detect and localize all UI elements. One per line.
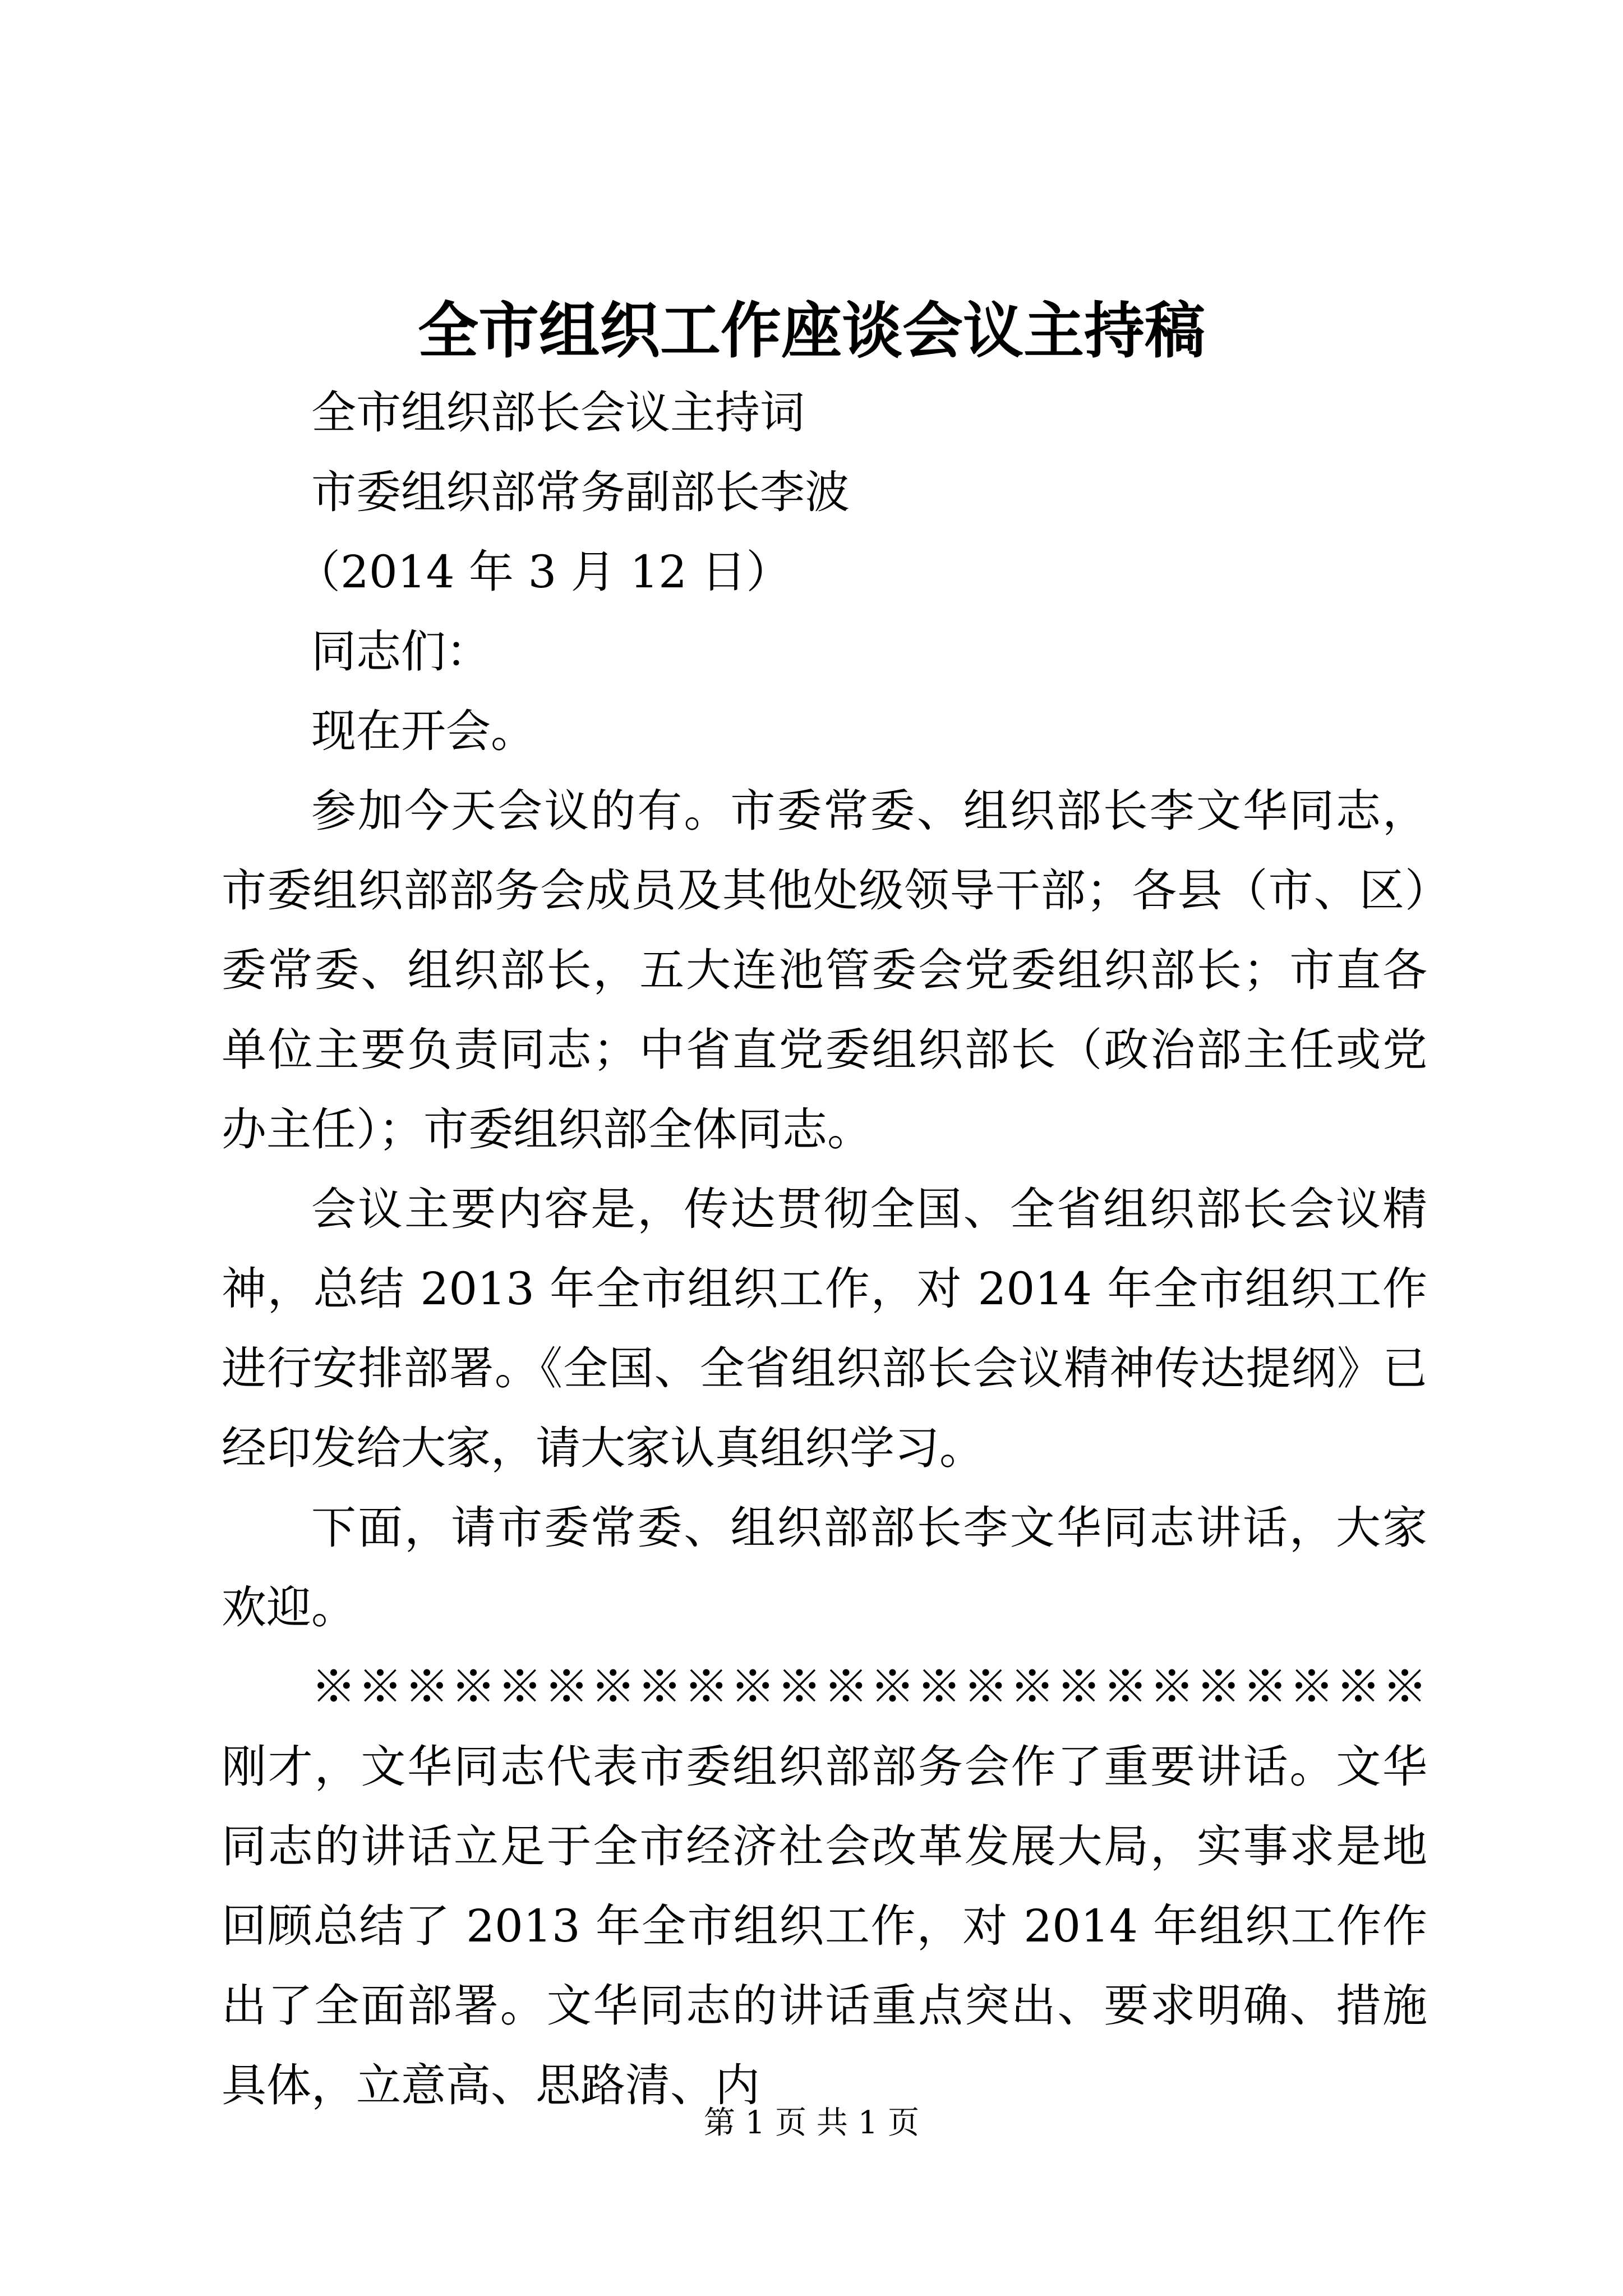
page-footer: 第 1 页 共 1 页 bbox=[703, 2105, 920, 2141]
paragraph-date: （2014 年 3 月 12 日） bbox=[296, 546, 791, 598]
paragraph-invitation: 下面，请市委常委、组织部部长李文华同志讲话，大家欢迎。 bbox=[222, 1502, 1427, 1634]
paragraph-attendees: 参加今天会议的有。市委常委、组织部长李文华同志，市委组织部部务会成员及其他处级领导干部；各县（市、区）委常委、组织部长，五大连池管委会党委组织部长；市直各单位主要负责同志；中省直党委组织部长（政治部主任或党办主任）；市委组织部全体同志。 bbox=[222, 785, 1427, 1156]
paragraph-agenda: 会议主要内容是，传达贯彻全国、全省组织部长会议精神，总结 2013 年全市组织工作，对 2014 年全市组织工作进行安排部署。《全国、全省组织部长会议精神传达提纲》已经印发给大家，请大家认真组织学习。 bbox=[222, 1183, 1427, 1474]
paragraph-heading: 全市组织部长会议主持词 bbox=[311, 386, 805, 439]
paragraph-opening: 现在开会。 bbox=[311, 705, 536, 757]
paragraph-salutation: 同志们： bbox=[311, 625, 491, 678]
paragraph-speaker: 市委组织部常务副部长李波 bbox=[311, 466, 850, 518]
document-title: 全市组织工作座谈会议主持稿 bbox=[417, 296, 1205, 366]
document-body bbox=[222, 373, 1427, 2125]
paragraph-summary: ※※※※※※※※※※※※※※※※※※※※※※※※刚才，文华同志代表市委组织部部务会作了重要讲话。文华同志的讲话立足于全市经济社会改革发展大局，实事求是地回顾总结了 2013 年全市组织工作，对 2014 年组织工作作出了全面部署。文华同志的讲话重点突出、要求明确、措施具体，立意高、思路清、内 bbox=[222, 1661, 1427, 2111]
